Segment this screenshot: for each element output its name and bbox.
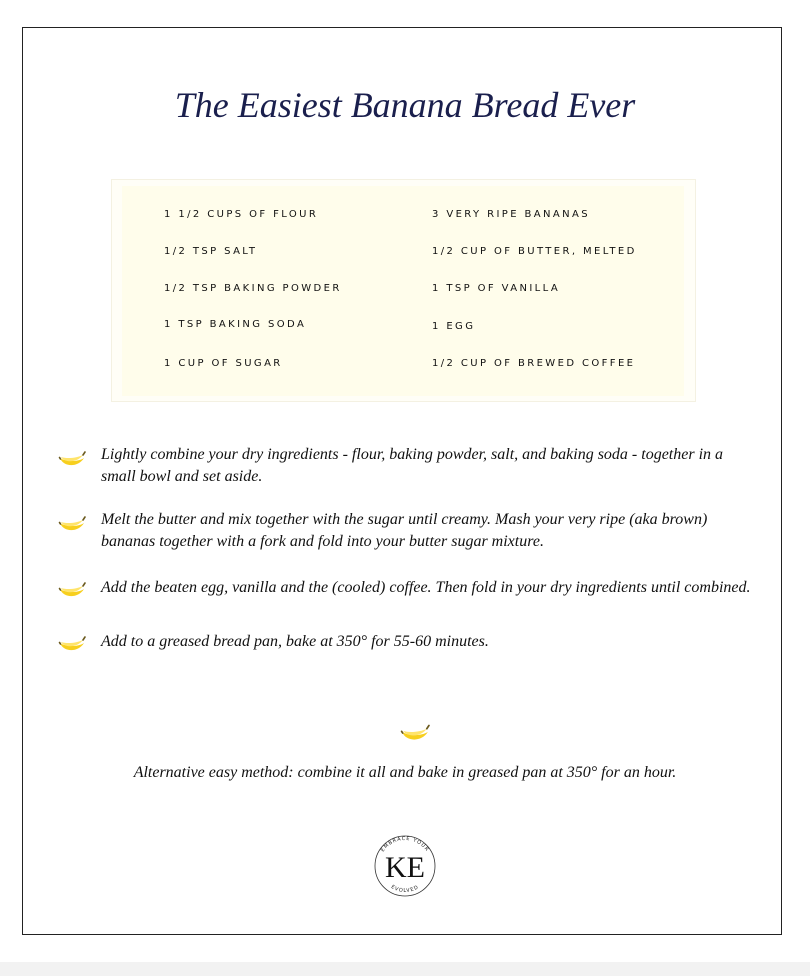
ingredient-vanilla: 1 TSP OF VANILLA — [432, 283, 561, 294]
ingredient-baking-soda: 1 TSP BAKING SODA — [164, 319, 307, 330]
logo-monogram: KE — [385, 851, 425, 884]
step-text: Add to a greased bread pan, bake at 350° for 55-60 minutes. — [101, 633, 489, 650]
ingredient-bananas: 3 VERY RIPE BANANAS — [432, 209, 591, 220]
alternative-method-text: Alternative easy method: combine it all and bake in greased pan at 350° for an hour. — [133, 764, 677, 781]
brand-logo — [367, 828, 443, 904]
ingredient-coffee: 1/2 CUP OF BREWED COFFEE — [432, 358, 636, 369]
banana-icon — [58, 514, 86, 534]
banana-divider-icon — [400, 722, 430, 744]
step-text: Add the beaten egg, vanilla and the (cooled) coffee. Then fold in your dry ingredients until combined. — [101, 579, 751, 596]
recipe-title: The Easiest Banana Bread Ever — [174, 85, 636, 125]
ingredient-baking-powder: 1/2 TSP BAKING POWDER — [164, 283, 342, 294]
ingredient-egg: 1 EGG — [432, 321, 476, 332]
banana-icon — [58, 449, 86, 469]
ingredient-salt: 1/2 TSP SALT — [164, 246, 258, 257]
step-text: Lightly combine your dry ingredients - flour, baking powder, salt, and baking soda - together in a small bowl and set aside. — [101, 446, 724, 485]
banana-icon — [58, 580, 86, 600]
logo-ring-bottom-text: EVOLVED — [389, 884, 421, 895]
logo-ring-top-text: EMBRACE YOUR — [379, 835, 431, 854]
ingredient-flour: 1 1/2 CUPS OF FLOUR — [164, 209, 319, 220]
ingredient-sugar: 1 CUP OF SUGAR — [164, 358, 283, 369]
ingredient-butter: 1/2 CUP OF BUTTER, MELTED — [432, 246, 637, 257]
banana-icon — [58, 634, 86, 654]
step-text: Melt the butter and mix together with the sugar until creamy. Mash your very ripe (aka brown) bananas together with a fork and fold into your butter sugar mixture. — [101, 511, 708, 550]
page-bottom-strip — [0, 962, 810, 976]
